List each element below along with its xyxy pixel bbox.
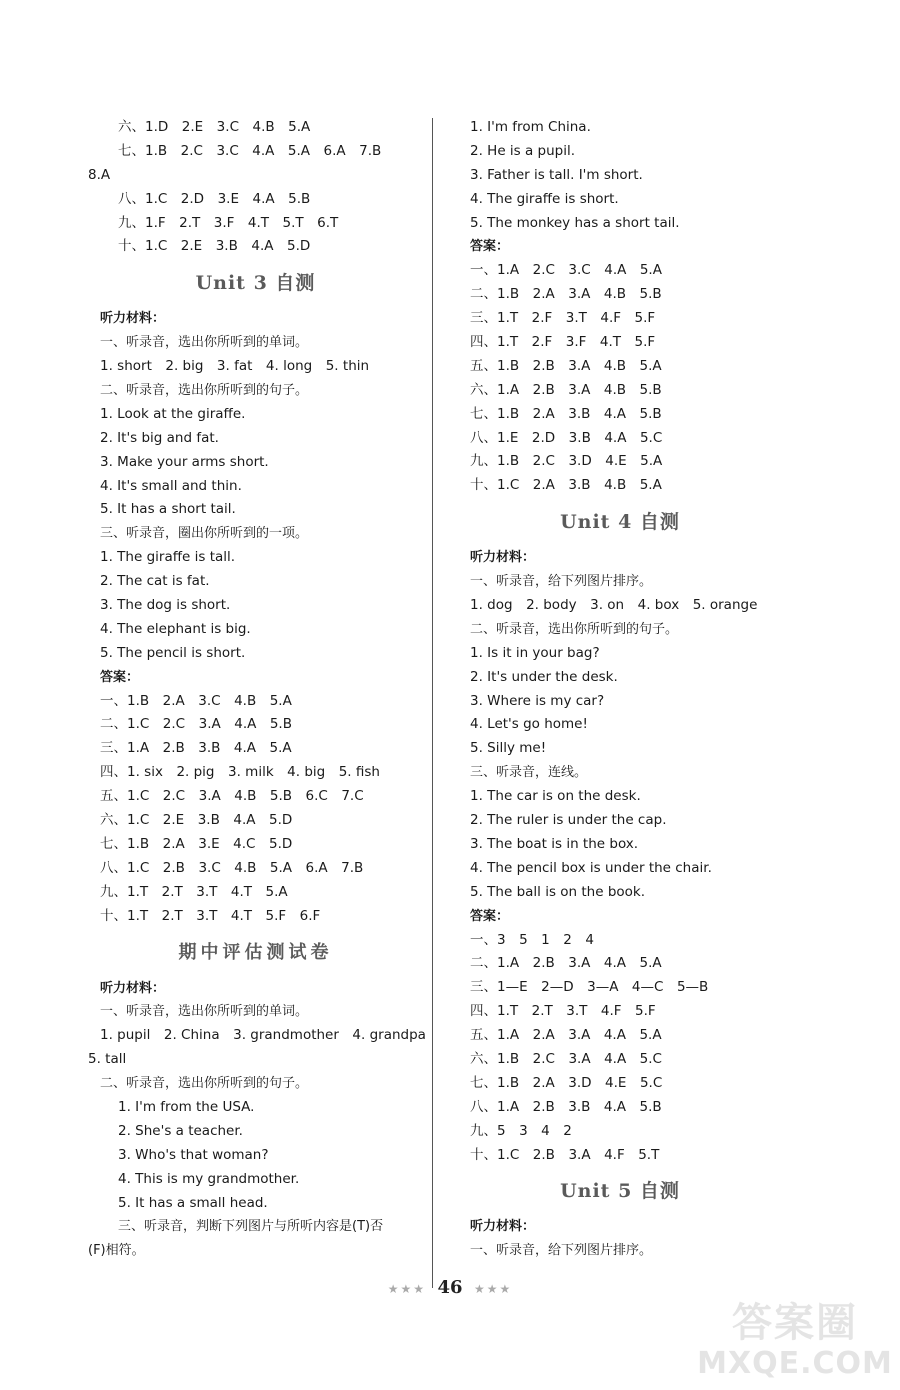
watermark: [690, 1300, 900, 1390]
text-line: 九、1.B 2.C 3.D 4.E 5.A: [470, 453, 663, 470]
text-line: 5. Silly me!: [470, 740, 547, 757]
text-line: 八、1.C 2.B 3.C 4.B 5.A 6.A 7.B: [100, 859, 364, 876]
text-line: 一、听录音，选出你所听到的单词。: [100, 335, 309, 351]
column-divider: [432, 118, 433, 1288]
text-line: 4. This is my grandmother.: [118, 1170, 300, 1187]
section-heading: Unit 3 自测: [195, 272, 316, 295]
text-line: 听力材料：: [100, 980, 166, 996]
text-line: 七、1.B 2.A 3.D 4.E 5.C: [470, 1074, 663, 1091]
text-line: 七、1.B 2.A 3.E 4.C 5.D: [100, 835, 293, 852]
text-line: 六、1.D 2.E 3.C 4.B 5.A: [118, 119, 311, 135]
text-line: 听力材料：: [470, 1219, 536, 1235]
text-line: 二、1.C 2.C 3.A 4.A 5.B: [100, 716, 292, 733]
text-line: 一、听录音，选出你所听到的单词。: [100, 1004, 309, 1020]
text-line: 二、1.B 2.A 3.A 4.B 5.B: [470, 286, 662, 303]
text-line: 一、听录音，给下列图片排序。: [470, 574, 653, 590]
footer-stars-left: ★★★: [387, 1282, 427, 1296]
text-line: 5. The monkey has a short tail.: [470, 214, 680, 231]
text-line: 九、1.T 2.T 3.T 4.T 5.A: [100, 883, 288, 900]
text-line: 七、1.B 2.A 3.B 4.A 5.B: [470, 405, 662, 422]
text-line: 1. The car is on the desk.: [470, 788, 641, 805]
text-line: 2. The ruler is under the cap.: [470, 812, 667, 829]
text-line: 一、1.B 2.A 3.C 4.B 5.A: [100, 692, 292, 709]
text-line: 十、1.T 2.T 3.T 4.T 5.F 6.F: [100, 907, 321, 924]
text-line: 3. Who's that woman?: [118, 1146, 269, 1163]
text-line: 十、1.C 2.E 3.B 4.A 5.D: [118, 238, 311, 255]
text-line: 4. The elephant is big.: [100, 620, 251, 637]
text-line: 1. Is it in your bag?: [470, 644, 600, 661]
text-line: 三、1.T 2.F 3.T 4.F 5.F: [470, 310, 656, 327]
text-line: 十、1.C 2.B 3.A 4.F 5.T: [470, 1146, 660, 1163]
text-line: 三、听录音，连线。: [470, 765, 588, 781]
watermark-logo-text: 答案圈: [732, 1300, 858, 1346]
text-line: 一、1.A 2.C 3.C 4.A 5.A: [470, 262, 662, 279]
text-line: 三、1.A 2.B 3.B 4.A 5.A: [100, 740, 292, 757]
text-line: 2. It's big and fat.: [100, 429, 219, 446]
text-line: 十、1.C 2.A 3.B 4.B 5.A: [470, 477, 662, 494]
text-line: 六、1.C 2.E 3.B 4.A 5.D: [100, 812, 293, 829]
text-line: 4. The giraffe is short.: [470, 190, 619, 207]
text-line: 2. She's a teacher.: [118, 1122, 243, 1139]
text-line: 六、1.B 2.C 3.A 4.A 5.C: [470, 1050, 662, 1067]
text-line: 四、1.T 2.F 3.F 4.T 5.F: [470, 334, 656, 351]
text-line: 3. Where is my car?: [470, 692, 605, 709]
page-footer: [0, 1276, 900, 1301]
right-column: [470, 116, 770, 1263]
text-line: 六、1.A 2.B 3.A 4.B 5.B: [470, 381, 662, 398]
section-heading: Unit 4 自测: [560, 511, 680, 534]
text-line: (F)相符。: [88, 1243, 145, 1259]
text-line: 一、3 5 1 2 4: [470, 931, 594, 948]
text-line: 2. It's under the desk.: [470, 668, 618, 685]
text-line: 八、1.E 2.D 3.B 4.A 5.C: [470, 429, 663, 446]
text-line: 一、听录音，给下列图片排序。: [470, 1243, 653, 1259]
text-line: 8.A: [88, 166, 111, 183]
text-line: 3. The boat is in the box.: [470, 835, 639, 852]
text-line: 九、1.F 2.T 3.F 4.T 5.T 6.T: [118, 214, 339, 231]
section-heading: 期中评估测试卷: [178, 941, 333, 963]
text-line: 四、1.T 2.T 3.T 4.F 5.F: [470, 1003, 656, 1020]
text-line: 4. It's small and thin.: [100, 477, 242, 494]
text-line: 九、5 3 4 2: [470, 1122, 572, 1139]
text-line: 5. It has a short tail.: [100, 501, 236, 518]
text-line: 2. The cat is fat.: [100, 573, 210, 590]
text-line: 5. It has a small head.: [118, 1194, 268, 1211]
text-line: 二、听录音，选出你所听到的句子。: [100, 383, 309, 399]
text-line: 1. The giraffe is tall.: [100, 549, 236, 566]
text-line: 4. The pencil box is under the chair.: [470, 859, 712, 876]
text-line: 二、听录音，选出你所听到的句子。: [470, 621, 679, 637]
text-line: 答案：: [100, 669, 140, 685]
text-line: 答案：: [470, 239, 510, 255]
text-line: 八、1.C 2.D 3.E 4.A 5.B: [118, 190, 311, 207]
text-line: 1. pupil 2. China 3. grandmother 4. grandpa: [100, 1027, 426, 1044]
text-line: 1. short 2. big 3. fat 4. long 5. thin: [100, 358, 370, 375]
text-line: 三、听录音，圈出你所听到的一项。: [100, 526, 309, 542]
text-line: 3. The dog is short.: [100, 597, 231, 614]
text-line: 1. dog 2. body 3. on 4. box 5. orange: [470, 597, 758, 614]
text-line: 1. Look at the giraffe.: [100, 405, 246, 422]
text-line: 五、1.B 2.B 3.A 4.B 5.A: [470, 357, 662, 374]
text-line: 八、1.A 2.B 3.B 4.A 5.B: [470, 1098, 662, 1115]
text-line: 1. I'm from China.: [470, 119, 591, 135]
text-line: 答案：: [470, 908, 510, 924]
text-line: 七、1.B 2.C 3.C 4.A 5.A 6.A 7.B: [118, 142, 382, 159]
text-line: 5. The ball is on the book.: [470, 883, 646, 900]
text-line: 二、1.A 2.B 3.A 4.A 5.A: [470, 955, 662, 972]
text-line: 三、1—E 2—D 3—A 4—C 5—B: [470, 979, 709, 996]
section-heading: Unit 5 自测: [560, 1180, 680, 1203]
text-line: 听力材料：: [100, 311, 166, 327]
text-line: 2. He is a pupil.: [470, 142, 576, 159]
text-line: 3. Father is tall. I'm short.: [470, 166, 643, 183]
watermark-url: MXQE.COM: [697, 1346, 893, 1381]
text-line: 4. Let's go home!: [470, 716, 588, 733]
text-line: 5. The pencil is short.: [100, 644, 246, 661]
text-line: 5. tall: [88, 1051, 127, 1068]
text-line: 五、1.A 2.A 3.A 4.A 5.A: [470, 1027, 662, 1044]
text-line: 三、听录音，判断下列图片与所听内容是(T)否: [118, 1219, 384, 1235]
text-line: 五、1.C 2.C 3.A 4.B 5.B 6.C 7.C: [100, 788, 364, 805]
left-column: [88, 116, 426, 1263]
text-line: 二、听录音，选出你所听到的句子。: [100, 1076, 309, 1092]
text-line: 四、1. six 2. pig 3. milk 4. big 5. fish: [100, 764, 380, 781]
text-line: 听力材料：: [470, 550, 536, 566]
footer-stars-right: ★★★: [473, 1282, 513, 1296]
text-line: 1. I'm from the USA.: [118, 1098, 255, 1115]
text-line: 3. Make your arms short.: [100, 453, 269, 470]
page-number: 46: [437, 1277, 463, 1298]
